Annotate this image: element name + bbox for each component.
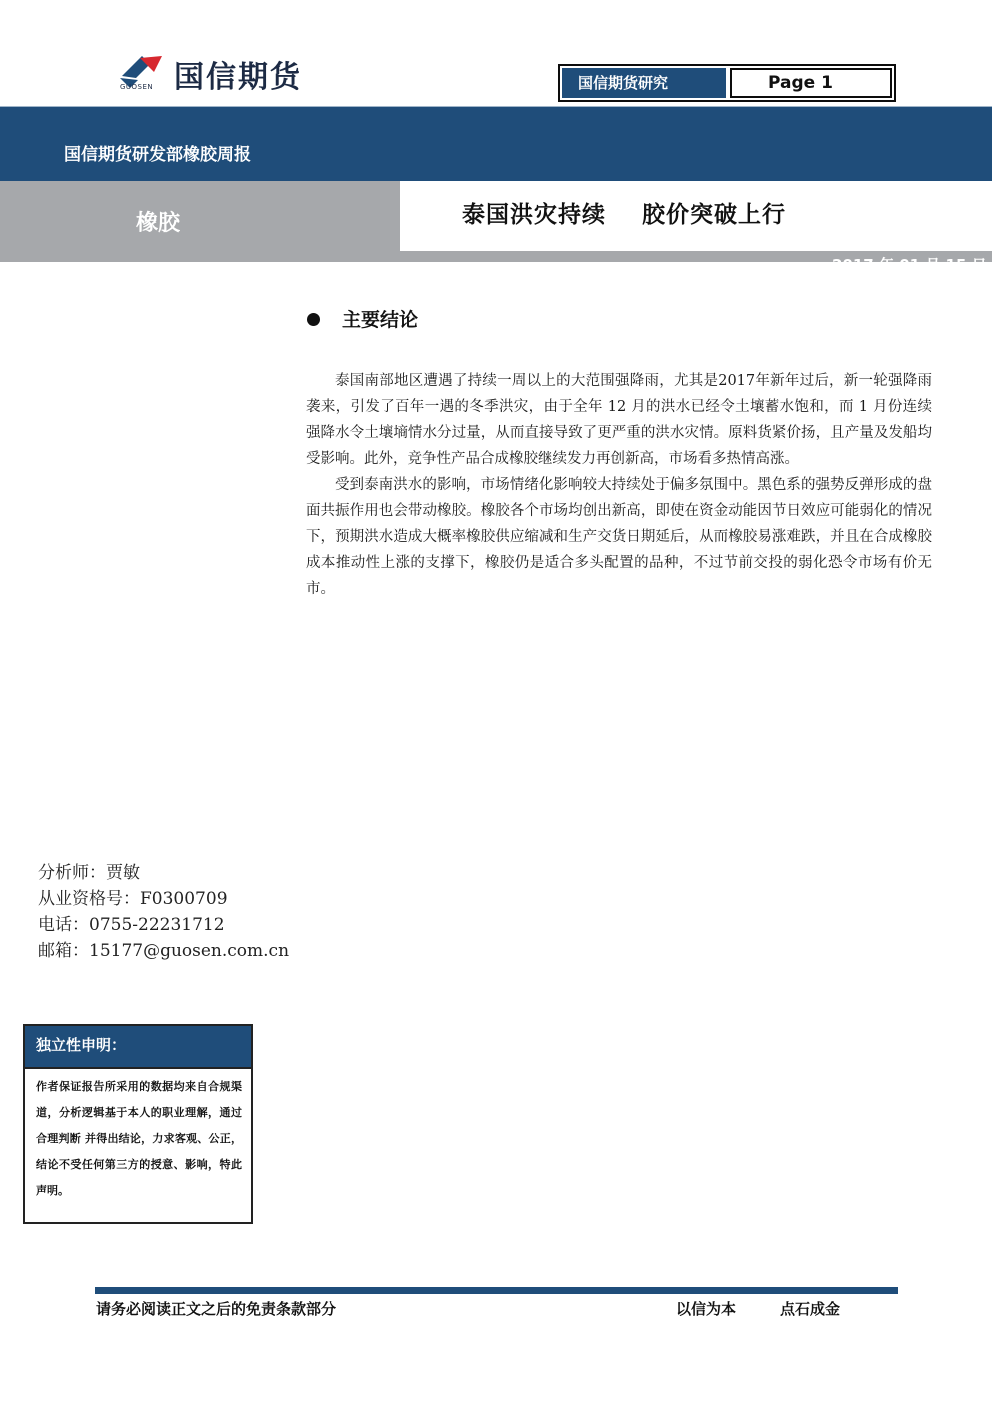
analyst-license: 从业资格号：F0300709 [38, 889, 228, 909]
footer-disclaimer: 请务必阅读正文之后的免责条款部分 [96, 1300, 337, 1318]
report-series-title: 国信期货研发部橡胶周报 [64, 145, 251, 165]
report-date: 2017 年 01 月 15 日 [832, 256, 987, 274]
conclusion-body [306, 368, 932, 602]
page-number: Page 1 [730, 68, 892, 98]
bullet-icon [307, 313, 320, 326]
footer-slogan-1: 以信为本 [676, 1300, 737, 1318]
analyst-name: 分析师：贾敏 [38, 863, 140, 883]
independence-title: 独立性申明： [25, 1026, 251, 1067]
paragraph: 泰国南部地区遭遇了持续一周以上的大范围强降雨，尤其是2017年新年过后，新一轮强降雨袭来，引发了百年一遇的冬季洪灾，由于全年 12 月的洪水已经令土壤蓄水饱和，而 1 月份连续强降水令土壤墒情水分过量，从而直接导致了更严重的洪水灾情。原料货紧价扬，且产量及发船均受影响。此外，竞争性产品合成橡胶继续发力再创新高，市场看多热情高涨。 [306, 373, 932, 467]
footer-slogan-2: 点石成金 [780, 1300, 841, 1318]
logo-text: 国信期货 [174, 60, 302, 95]
category-panel [0, 181, 400, 262]
analyst-email: 邮箱：15177@guosen.com.cn [38, 941, 290, 961]
logo-subtext: GUOSEN [120, 83, 154, 91]
category-label: 橡胶 [136, 211, 181, 236]
paragraph: 受到泰南洪水的影响，市场情绪化影响较大持续处于偏多氛围中。黑色系的强势反弹形成的盘面共振作用也会带动橡胶。橡胶各个市场均创出新高，即使在资金动能因节日效应可能弱化的情况下，预期洪水造成大概率橡胶供应缩减和生产交货日期延后，从而橡胶易涨难跌，并且在合成橡胶成本推动性上涨的支撑下，橡胶仍是适合多头配置的品种，不过节前交投的弱化恐令市场有价无市。 [306, 477, 932, 597]
divider [25, 1067, 251, 1069]
research-tag: 国信期货研究 [562, 68, 726, 98]
analyst-phone: 电话：0755-22231712 [38, 915, 225, 935]
independence-text: 作者保证报告所采用的数据均来自合规渠道，分析逻辑基于本人的职业理解，通过合理判断 并得出结论，力求客观、公正，结论不受任何第三方的授意、影响，特此声明。 [36, 1080, 242, 1197]
footer-bar [95, 1287, 898, 1294]
company-logo [116, 50, 346, 94]
analyst-info [38, 860, 289, 964]
section-title: 主要结论 [342, 309, 419, 331]
page-title: 泰国洪灾持续 胶价突破上行 [462, 202, 787, 228]
